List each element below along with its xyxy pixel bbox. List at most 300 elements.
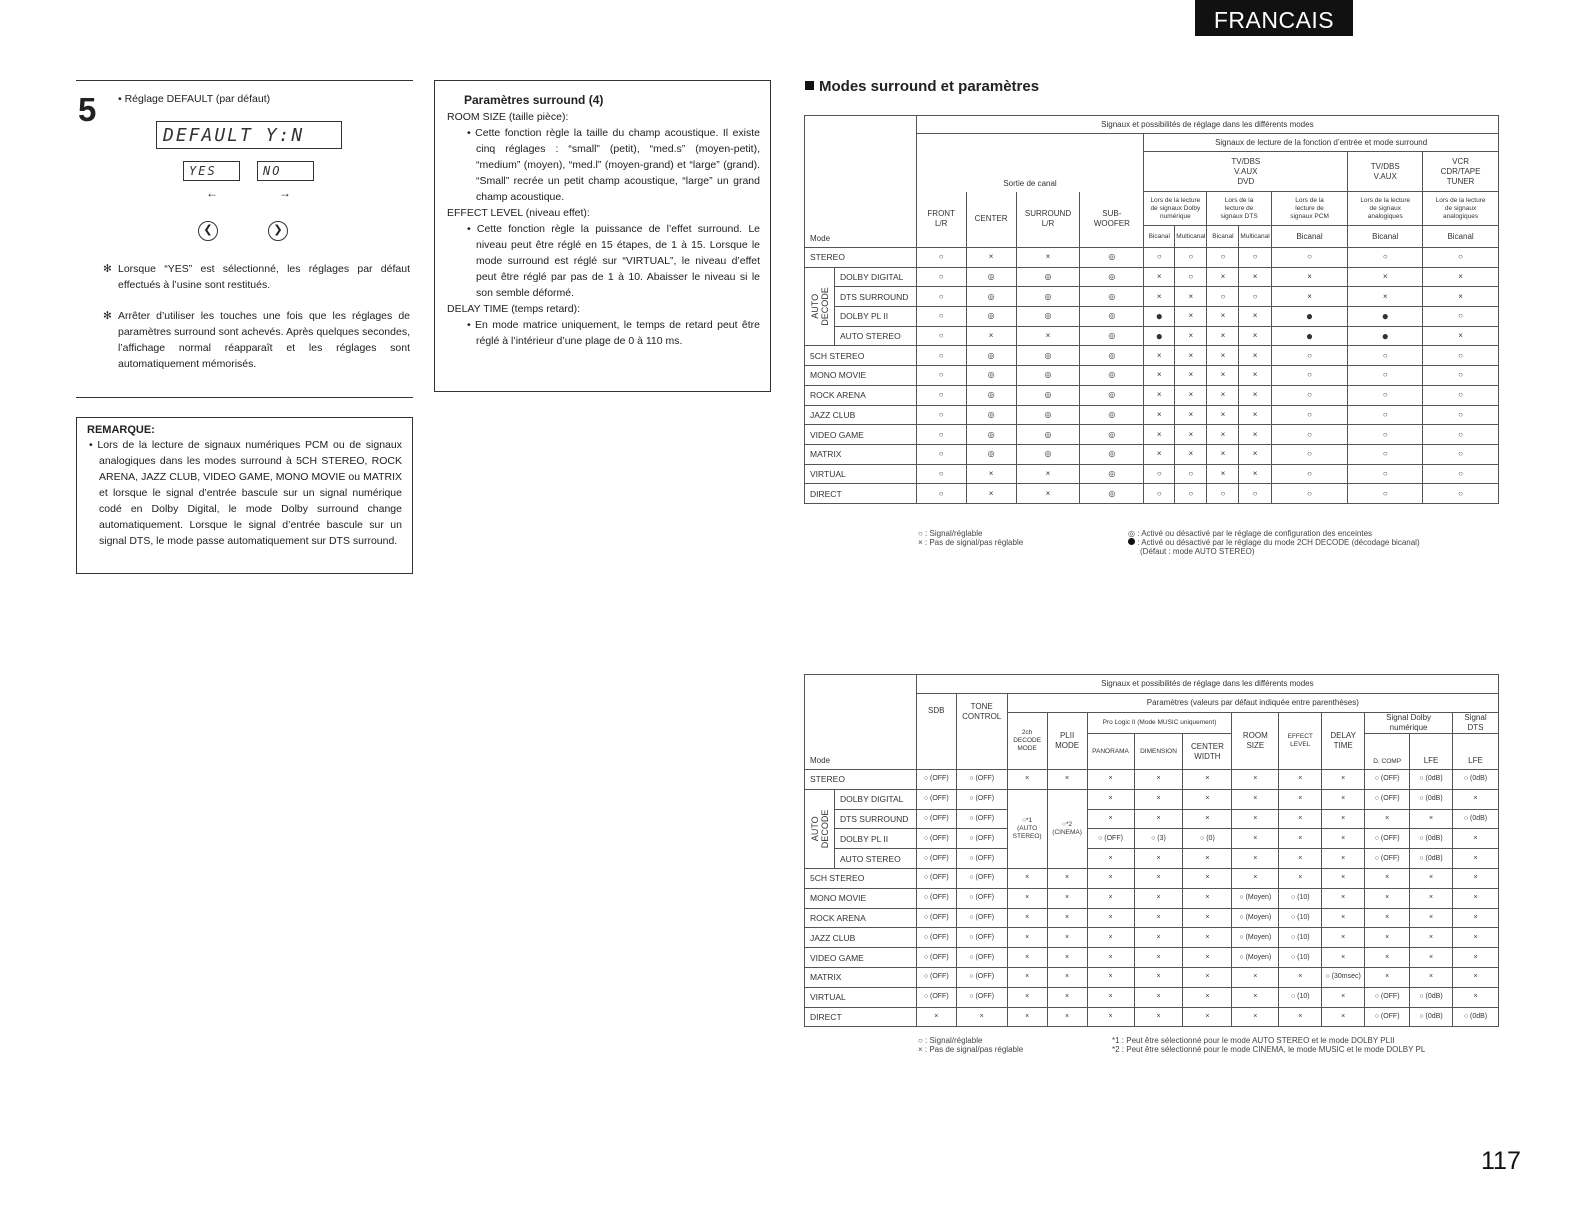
t1-row — [805, 287, 1499, 307]
t2-cell: ○ (Moyen) — [1232, 928, 1279, 948]
display-yes: YES — [183, 161, 240, 181]
t2-row — [805, 1007, 1499, 1027]
t2-cell: ○ (0) — [1183, 829, 1232, 849]
t1-cell: ○ — [1348, 248, 1423, 268]
t1-cell: × — [1016, 326, 1080, 346]
t1-cell: × — [1144, 425, 1175, 445]
t2-cell: × — [1322, 888, 1365, 908]
t1-cell: × — [1175, 326, 1207, 346]
t2-2ch: 2ch DECODE MODE — [1007, 713, 1047, 770]
t1-tvdbs: TV/DBS V.AUX — [1348, 152, 1423, 192]
square-bullet-icon — [805, 81, 814, 90]
t1-cell: ◎ — [966, 307, 1016, 327]
t2-cell: × — [1134, 849, 1183, 869]
t2-cell: ○ (0dB) — [1410, 987, 1453, 1007]
t1-cell: × — [1239, 307, 1271, 327]
t1-cell: × — [1239, 464, 1271, 484]
t1-cell: ◎ — [1080, 405, 1144, 425]
t2-lfe: LFE — [1410, 734, 1453, 770]
t2-cell: × — [1047, 987, 1087, 1007]
t1-cell: ○ — [1348, 405, 1423, 425]
t1-cell: ◎ — [1016, 425, 1080, 445]
t2-footnotes: *1 : Peut être sélectionné pour le mode AUTO STEREO et le mode DOLBY PLII *2 : Peut être sélectionné pour le mode CINEMA, le mode MUSIC et le mode DOLBY PL — [1112, 1036, 1426, 1054]
t1-bicanal: Bicanal — [1271, 226, 1348, 248]
t1-cell: ○ — [1207, 248, 1239, 268]
t2-cell: ○ (OFF) — [956, 809, 1007, 829]
t2-cell: × — [1279, 849, 1322, 869]
t2-cell: ○ (OFF) — [1365, 1007, 1410, 1027]
t1-cell: ○ — [1271, 405, 1348, 425]
t1-cell: × — [1207, 326, 1239, 346]
t1-cell: ○ — [1175, 484, 1207, 504]
t2-cell: ○ (OFF) — [916, 908, 956, 928]
t2-cell: × — [1232, 770, 1279, 790]
t2-cell: ○ (Moyen) — [1232, 888, 1279, 908]
t1-cell: ○ — [916, 248, 966, 268]
t2-cell: × — [1365, 888, 1410, 908]
t2-cell: × — [1365, 967, 1410, 987]
t2-cell: × — [1452, 987, 1498, 1007]
t1-corner: Mode — [805, 116, 917, 248]
t1-mode-label: DTS SURROUND — [834, 287, 916, 307]
t2-cell: × — [1322, 809, 1365, 829]
t1-cell: ○ — [916, 307, 966, 327]
t1-cell: ○ — [1423, 484, 1499, 504]
t2-mode-label: MONO MOVIE — [805, 888, 917, 908]
t1-cell: ○ — [1239, 287, 1271, 307]
t2-cell: × — [1087, 809, 1134, 829]
t2-delay: DELAY TIME — [1322, 713, 1365, 770]
t2-cell: × — [1232, 829, 1279, 849]
t2-cell: × — [1007, 967, 1047, 987]
t2-cell: × — [1452, 908, 1498, 928]
t1-cell: ● — [1144, 307, 1175, 327]
t2-cell: × — [1183, 967, 1232, 987]
t1-cell: ◎ — [966, 425, 1016, 445]
t2-decode-mode-cell: ○*1 (AUTO STEREO) — [1007, 789, 1047, 868]
t1-cell: ○ — [1348, 444, 1423, 464]
t2-cell: ○ (OFF) — [916, 770, 956, 790]
t2-cell: ○ (10) — [1279, 908, 1322, 928]
t1-cell: × — [1207, 307, 1239, 327]
filled-dot-icon — [1128, 538, 1135, 545]
t1-mode-label: MATRIX — [805, 444, 917, 464]
t2-cell: ○ (0dB) — [1410, 789, 1453, 809]
t1-cell: ○ — [1144, 484, 1175, 504]
t2-dcomp: D. COMP — [1365, 734, 1410, 770]
t2-effect: EFFECT LEVEL — [1279, 713, 1322, 770]
effect-level-label: EFFECT LEVEL (niveau effet): — [447, 207, 590, 219]
t2-cell: × — [1134, 987, 1183, 1007]
arrow-right-icon: → — [279, 186, 291, 200]
t1-cell: ◎ — [1080, 464, 1144, 484]
t2-cell: × — [1410, 908, 1453, 928]
t1-mode-label: JAZZ CLUB — [805, 405, 917, 425]
t2-tone: TONE CONTROL — [956, 694, 1007, 770]
t1-cell: ◎ — [966, 444, 1016, 464]
t1-cell: × — [1239, 385, 1271, 405]
t1-row — [805, 307, 1499, 327]
t2-sigdts: Signal DTS — [1452, 713, 1498, 734]
t1-cell: ● — [1144, 326, 1175, 346]
t2-cell: × — [1183, 1007, 1232, 1027]
t1-cell: ◎ — [1080, 366, 1144, 386]
t2-cell: × — [1007, 888, 1047, 908]
t1-cell: ○ — [1144, 248, 1175, 268]
t1-multicanal: Multicanal — [1175, 226, 1207, 248]
t1-row — [805, 267, 1499, 287]
t2-cell: ○ (10) — [1279, 987, 1322, 1007]
t1-multicanal: Multicanal — [1239, 226, 1271, 248]
t1-cell: × — [1423, 287, 1499, 307]
t1-cell: ○ — [1348, 385, 1423, 405]
t2-cell: ○ (0dB) — [1410, 1007, 1453, 1027]
t1-cell: ◎ — [1016, 267, 1080, 287]
selector-left-icon: ❮ — [198, 221, 218, 241]
t2-cell: × — [1047, 868, 1087, 888]
t1-cell: ○ — [1423, 307, 1499, 327]
t2-cell: × — [916, 1007, 956, 1027]
t2-cell: ○ (OFF) — [956, 908, 1007, 928]
t1-cell: ● — [1348, 326, 1423, 346]
t1-cell: ○ — [1271, 346, 1348, 366]
t1-cell: ◎ — [1016, 385, 1080, 405]
t2-cell: ○ (OFF) — [916, 849, 956, 869]
t1-cell: ○ — [1207, 484, 1239, 504]
t2-corner: Mode — [805, 675, 917, 770]
t2-cell: × — [1087, 948, 1134, 968]
t1-mode-label: DOLBY PL II — [834, 307, 916, 327]
step-5-section — [76, 80, 413, 398]
delay-time-label: DELAY TIME (temps retard): — [447, 303, 581, 315]
t2-cell: ○ (OFF) — [916, 888, 956, 908]
display-no: NO — [257, 161, 314, 181]
t2-cell: × — [1087, 1007, 1134, 1027]
t2-cell: × — [1452, 967, 1498, 987]
t2-cell: × — [1047, 967, 1087, 987]
t2-cell: × — [1232, 1007, 1279, 1027]
t1-bicanal: Bicanal — [1348, 226, 1423, 248]
t1-cell: × — [1207, 405, 1239, 425]
t2-cell: × — [1322, 829, 1365, 849]
t2-cell: ○ (10) — [1279, 948, 1322, 968]
t2-cell: ○ (OFF) — [956, 849, 1007, 869]
t1-cell: ○ — [1348, 346, 1423, 366]
t2-cell: × — [1134, 888, 1183, 908]
t2-cell: × — [1410, 809, 1453, 829]
t1-cell: ◎ — [1080, 248, 1144, 268]
t2-cell: × — [1007, 770, 1047, 790]
t1-cell: × — [1239, 267, 1271, 287]
t2-cell: × — [1322, 849, 1365, 869]
t2-cell: ○ (0dB) — [1452, 770, 1498, 790]
t2-row — [805, 789, 1499, 809]
t1-cell: ◎ — [1080, 484, 1144, 504]
t2-mode-label: AUTO STEREO — [834, 849, 916, 869]
t2-cell: × — [1322, 1007, 1365, 1027]
t1-cell: ○ — [916, 464, 966, 484]
selector-right-icon: ❯ — [268, 221, 288, 241]
t2-cell: ○ (0dB) — [1410, 770, 1453, 790]
t1-cell: × — [1207, 464, 1239, 484]
t1-cell: ◎ — [1016, 366, 1080, 386]
t1-cell: × — [966, 248, 1016, 268]
t2-cell: × — [1452, 928, 1498, 948]
t1-cell: ○ — [1423, 425, 1499, 445]
t2-mode-label: JAZZ CLUB — [805, 928, 917, 948]
t1-sub: SUB- WOOFER — [1080, 192, 1144, 248]
t2-cell: × — [1007, 987, 1047, 1007]
t1-cell: ○ — [916, 287, 966, 307]
t1-front: FRONT L/R — [916, 192, 966, 248]
t1-cell: ◎ — [1016, 307, 1080, 327]
t1-vcr: VCR CDR/TAPE TUNER — [1423, 152, 1499, 192]
t1-cell: ◎ — [966, 287, 1016, 307]
t1-cell: × — [1207, 444, 1239, 464]
t1-cell: ○ — [1144, 464, 1175, 484]
t1-cell: ○ — [1271, 464, 1348, 484]
t2-cell: ○ (OFF) — [916, 809, 956, 829]
t2-cell: ○ (0dB) — [1452, 1007, 1498, 1027]
t2-cell: ○ (0dB) — [1452, 809, 1498, 829]
t1-cell: ○ — [1348, 366, 1423, 386]
t1-cell: ○ — [916, 385, 966, 405]
t1-cell: ○ — [916, 346, 966, 366]
t2-cell: × — [1087, 789, 1134, 809]
t2-cell: × — [1410, 948, 1453, 968]
t2-cell: × — [1232, 789, 1279, 809]
t1-cell: × — [1144, 405, 1175, 425]
t2-cell: ○ (30msec) — [1322, 967, 1365, 987]
t1-cell: × — [1239, 346, 1271, 366]
t2-mode-label: DOLBY DIGITAL — [834, 789, 916, 809]
t1-row — [805, 425, 1499, 445]
t2-row — [805, 987, 1499, 1007]
t1-cell: ◎ — [1080, 287, 1144, 307]
t2-cell: × — [1134, 967, 1183, 987]
t2-cell: × — [1087, 868, 1134, 888]
t1-cell: ○ — [1423, 464, 1499, 484]
t2-cell: × — [1047, 770, 1087, 790]
t2-cell: × — [1452, 868, 1498, 888]
t1-cell: ◎ — [966, 267, 1016, 287]
t2-row — [805, 928, 1499, 948]
t2-cell: ○ (OFF) — [956, 868, 1007, 888]
t1-cell: × — [1016, 484, 1080, 504]
t2-mode-label: MATRIX — [805, 967, 917, 987]
t1-mode-label: DOLBY DIGITAL — [834, 267, 916, 287]
t2-cell: ○ (OFF) — [916, 789, 956, 809]
t1-cell: ○ — [1271, 385, 1348, 405]
t2-cell: ○ (OFF) — [916, 987, 956, 1007]
t1-cell: ○ — [1423, 444, 1499, 464]
t2-cell: × — [1279, 809, 1322, 829]
t2-cell: × — [1452, 829, 1498, 849]
t1-cell: ○ — [1423, 385, 1499, 405]
t1-cell: × — [1144, 346, 1175, 366]
t1-cell: ○ — [916, 484, 966, 504]
t2-cell: × — [1183, 928, 1232, 948]
t1-sig-dts: Lors de la lecture de signaux DTS — [1207, 192, 1271, 226]
modes-table — [804, 115, 1499, 504]
t1-cell: ○ — [1423, 366, 1499, 386]
t1-cell: ◎ — [1080, 385, 1144, 405]
t1-mode-label: MONO MOVIE — [805, 366, 917, 386]
t1-mode-label: DIRECT — [805, 484, 917, 504]
t1-cell: ● — [1271, 326, 1348, 346]
t2-mode-label: STEREO — [805, 770, 917, 790]
t2-cell: ○ (OFF) — [1365, 987, 1410, 1007]
room-size-label: ROOM SIZE (taille pièce): — [447, 111, 569, 123]
t2-cell: × — [1232, 809, 1279, 829]
t2-cell: × — [1452, 849, 1498, 869]
t1-cell: ◎ — [1080, 307, 1144, 327]
t2-legend-left: ○ : Signal/réglable × : Pas de signal/pas réglable — [918, 1036, 1024, 1054]
t2-mode-label: VIRTUAL — [805, 987, 917, 1007]
t2-cell: × — [1410, 928, 1453, 948]
t2-cell: × — [1410, 888, 1453, 908]
t2-cell: × — [1047, 888, 1087, 908]
t1-cell: × — [1175, 385, 1207, 405]
t2-cell: ○ (OFF) — [916, 948, 956, 968]
t1-cell: × — [1144, 385, 1175, 405]
t1-bicanal: Bicanal — [1423, 226, 1499, 248]
t2-cell: × — [1365, 928, 1410, 948]
t2-cell: × — [1279, 868, 1322, 888]
t2-auto-decode-label: AUTO DECODE — [805, 789, 835, 868]
remarque-box — [76, 417, 413, 574]
t1-cell: × — [966, 464, 1016, 484]
t2-cell: × — [1007, 928, 1047, 948]
t1-cell: ○ — [1348, 484, 1423, 504]
step-number: 5 — [78, 91, 97, 128]
t1-cell: × — [1207, 267, 1239, 287]
t2-cell: ○ (OFF) — [956, 987, 1007, 1007]
t2-cell: ○ (OFF) — [956, 789, 1007, 809]
t1-cell: ○ — [1423, 405, 1499, 425]
t1-cell: × — [1348, 287, 1423, 307]
t2-cell: × — [1365, 908, 1410, 928]
t2-cell: × — [1232, 849, 1279, 869]
t2-cell: ○ (Moyen) — [1232, 908, 1279, 928]
t2-mode-label: 5CH STEREO — [805, 868, 917, 888]
t1-cell: × — [1271, 287, 1348, 307]
t1-cell: × — [1239, 366, 1271, 386]
t1-cell: × — [1239, 425, 1271, 445]
t2-row — [805, 888, 1499, 908]
t2-mode-label: DOLBY PL II — [834, 829, 916, 849]
language-tab: FRANCAIS — [1195, 0, 1353, 36]
t1-mode-label: VIDEO GAME — [805, 425, 917, 445]
t2-cell: × — [1183, 948, 1232, 968]
t1-cell: ◎ — [1016, 405, 1080, 425]
t1-row — [805, 326, 1499, 346]
t1-bicanal: Bicanal — [1144, 226, 1175, 248]
t1-cell: × — [1271, 267, 1348, 287]
t1-cell: × — [1144, 267, 1175, 287]
t1-cell: × — [1348, 267, 1423, 287]
t1-cell: × — [1175, 405, 1207, 425]
arrow-left-icon: ← — [206, 186, 218, 200]
t2-cell: × — [1322, 987, 1365, 1007]
t1-cell: × — [1239, 405, 1271, 425]
t1-cell: ○ — [1239, 484, 1271, 504]
t2-cell: × — [1047, 948, 1087, 968]
t2-cell: × — [1087, 967, 1134, 987]
t2-cell: ○ (OFF) — [956, 888, 1007, 908]
t2-cell: × — [1410, 868, 1453, 888]
t1-sig-dolby: Lors de la lecture de signaux Dolby numérique — [1144, 192, 1207, 226]
t2-cell: ○ (OFF) — [956, 967, 1007, 987]
t2-pl2: PLII MODE — [1047, 713, 1087, 770]
t1-row — [805, 444, 1499, 464]
t2-cell: × — [1452, 888, 1498, 908]
t1-cell: × — [1144, 287, 1175, 307]
t1-sig-ana1: Lors de la lecture de signaux analogiques — [1348, 192, 1423, 226]
t1-mode-label: STEREO — [805, 248, 917, 268]
t2-cell: × — [1365, 809, 1410, 829]
t2-cell: × — [1322, 868, 1365, 888]
t2-cell: × — [1322, 948, 1365, 968]
t1-cell: × — [1423, 326, 1499, 346]
t2-cell: × — [1087, 770, 1134, 790]
t2-row — [805, 829, 1499, 849]
t1-sig-ana2: Lors de la lecture de signaux analogiques — [1423, 192, 1499, 226]
t2-cell: ○ (10) — [1279, 928, 1322, 948]
t2-cell: ○ (OFF) — [956, 928, 1007, 948]
t2-params: Paramètres (valeurs par défaut indiquée entre parenthèses) — [1007, 694, 1498, 713]
t1-cell: ◎ — [966, 385, 1016, 405]
t1-cell: ○ — [1271, 444, 1348, 464]
t1-cell: ○ — [1348, 425, 1423, 445]
t1-cell: ○ — [1271, 425, 1348, 445]
t1-cell: × — [966, 326, 1016, 346]
t2-cell: × — [1134, 1007, 1183, 1027]
note-stop: ✻ Arrêter d’utiliser les touches une fois que les réglages de paramètres surround sont achevés. Après quelques secondes, l’affichage normal réapparaît et les réglages sont automatiquement mémorisés. — [103, 310, 410, 370]
t1-cell: × — [1144, 444, 1175, 464]
t1-mode-label: ROCK ARENA — [805, 385, 917, 405]
t1-mode-label: AUTO STEREO — [834, 326, 916, 346]
t1-cell: ◎ — [966, 405, 1016, 425]
t2-cell: × — [1279, 1007, 1322, 1027]
t2-cell: × — [1087, 849, 1134, 869]
t2-cell: × — [1087, 928, 1134, 948]
t2-cell: × — [1047, 908, 1087, 928]
t2-cell: × — [1322, 789, 1365, 809]
t1-cell: × — [1207, 346, 1239, 366]
t1-cell: × — [966, 484, 1016, 504]
t1-cell: × — [1423, 267, 1499, 287]
t1-cell: ● — [1348, 307, 1423, 327]
t2-cell: × — [1232, 868, 1279, 888]
t2-cell: × — [1232, 967, 1279, 987]
t2-cell: × — [1087, 888, 1134, 908]
t2-cell: × — [1134, 868, 1183, 888]
t2-cell: × — [1134, 928, 1183, 948]
t2-cell: × — [1183, 868, 1232, 888]
t2-row — [805, 948, 1499, 968]
t2-mode-label: VIDEO GAME — [805, 948, 917, 968]
t2-cell: ○ (OFF) — [1365, 789, 1410, 809]
t2-pl2-mode-cell: ○*2 (CINEMA) — [1047, 789, 1087, 868]
t1-cell: ◎ — [966, 346, 1016, 366]
step-title: • Réglage DEFAULT (par défaut) — [118, 93, 271, 105]
room-size-text: • Cette fonction règle la taille du champ acoustique. Il existe cinq réglages : “small” (petit), “med.s” (moyen-petit), “medium” (moyen), “med.l” (moyen-grand) et “large” (grand). “Small” recrée un petit champ acoustique, “large” un grand champ acoustique. — [467, 127, 760, 203]
t1-cell: ◎ — [1080, 444, 1144, 464]
t2-cell: ○ (OFF) — [956, 948, 1007, 968]
t2-cell: ○ (OFF) — [916, 928, 956, 948]
t2-cell: × — [1279, 770, 1322, 790]
